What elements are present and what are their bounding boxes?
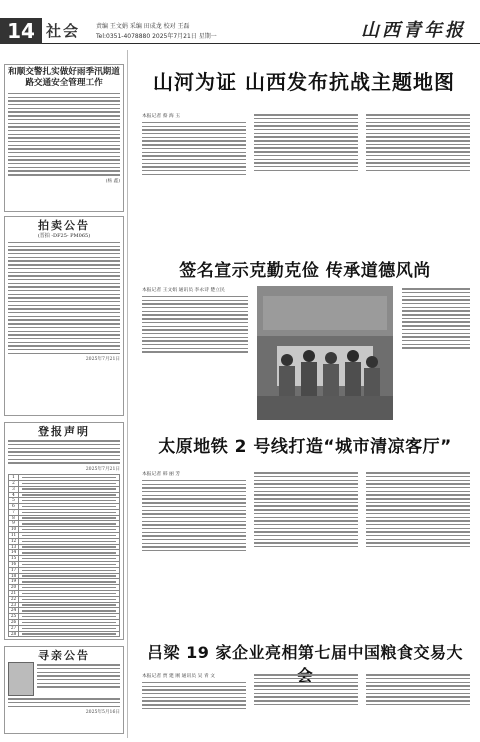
body-text <box>142 122 246 175</box>
row-number: 9 <box>9 521 19 527</box>
page-number: 14 <box>0 18 42 44</box>
row-number: 15 <box>9 556 19 562</box>
statement-box <box>4 422 124 640</box>
row-number: 24 <box>9 608 19 614</box>
page-header <box>0 0 480 44</box>
row-number: 22 <box>9 596 19 602</box>
missing-person-date: 2025年5月16日 <box>85 710 120 716</box>
body-text <box>142 480 246 551</box>
row-number: 3 <box>9 486 19 492</box>
article-2-photo <box>257 286 393 420</box>
row-number: 18 <box>9 573 19 579</box>
article-4-byline: 本报记者 贾 建 刚 通讯员 吴 青 文 <box>142 674 216 679</box>
article-4-col-1 <box>142 672 246 738</box>
article-2-headline: 签名宣示克勤克俭 传承道德风尚 <box>179 261 431 281</box>
row-number: 25 <box>9 614 19 620</box>
body-text <box>402 288 470 348</box>
row-number: 8 <box>9 515 19 521</box>
body-text <box>366 114 470 171</box>
row-number: 7 <box>9 509 19 515</box>
article-4-col-3 <box>366 672 470 738</box>
article-3-col-3 <box>366 470 470 626</box>
row-number: 4 <box>9 492 19 498</box>
statement-title: 登报声明 <box>38 425 90 438</box>
article-3-col-2 <box>254 470 358 626</box>
row-number: 26 <box>9 620 19 626</box>
section-title: 社会 <box>46 22 81 40</box>
row-number: 27 <box>9 625 19 631</box>
article-2-col-3 <box>402 286 470 420</box>
body-text <box>8 698 120 707</box>
statement-table <box>8 474 120 637</box>
row-text <box>19 631 120 637</box>
row-number: 12 <box>9 538 19 544</box>
row-number: 6 <box>9 504 19 510</box>
body-text <box>254 674 358 705</box>
row-number: 11 <box>9 533 19 539</box>
row-number: 19 <box>9 579 19 585</box>
editors-line: 责编 王文娟 采编 田成龙 校对 王磊 <box>96 23 190 30</box>
auction-title: 拍卖公告 <box>38 219 90 232</box>
body-text <box>8 242 120 354</box>
row-number: 21 <box>9 591 19 597</box>
row-number: 28 <box>9 631 19 637</box>
auction-date: 2025年7月21日 <box>85 357 120 363</box>
article-1-byline: 本报记者 蔡 海 玉 <box>142 114 181 119</box>
article-1-col-3 <box>366 112 470 236</box>
auction-notice-box <box>4 216 124 416</box>
row-number: 23 <box>9 602 19 608</box>
row-number: 20 <box>9 585 19 591</box>
article-3-headline: 太原地铁 2 号线打造“城市清凉客厅” <box>158 437 452 457</box>
row-number: 10 <box>9 527 19 533</box>
article-1-headline: 山河为证 山西发布抗战主题地图 <box>153 70 455 94</box>
row-number: 17 <box>9 567 19 573</box>
row-number: 1 <box>9 475 19 481</box>
body-text <box>37 662 120 696</box>
article-2-col-1 <box>142 286 248 420</box>
article-1-col-2 <box>254 112 358 236</box>
table-row <box>9 631 120 637</box>
row-number: 14 <box>9 550 19 556</box>
body-text <box>8 93 120 176</box>
row-number: 5 <box>9 498 19 504</box>
row-number: 16 <box>9 562 19 568</box>
masthead-logo: 山西青年报 <box>361 20 466 41</box>
article-1-col-1 <box>142 112 246 236</box>
body-text <box>142 296 248 353</box>
row-number: 2 <box>9 480 19 486</box>
body-text <box>366 472 470 547</box>
article-3-col-1 <box>142 470 246 626</box>
statement-date: 2025年7月21日 <box>85 467 120 473</box>
article-3-byline: 本报记者 韩 丽 芳 <box>142 472 181 477</box>
missing-person-box <box>4 646 124 734</box>
notice-box-traffic <box>4 64 124 212</box>
left-sidebar <box>4 50 128 738</box>
auction-code: (晋拍 -DF25- PM065) <box>37 233 91 239</box>
row-number: 13 <box>9 544 19 550</box>
body-text <box>254 472 358 547</box>
article-4-col-2 <box>254 672 358 738</box>
body-text <box>142 682 246 709</box>
contact-date-line: Tel:0351-4078880 2025年7月21日 星期一 <box>96 33 217 40</box>
person-photo <box>8 662 34 696</box>
body-text <box>366 674 470 705</box>
body-text <box>254 114 358 171</box>
signature: (杨 鑫) <box>105 178 120 184</box>
missing-person-title: 寻亲公告 <box>38 649 90 662</box>
notice-title-traffic: 和顺交警扎实做好雨季汛期道路交通安全管理工作 <box>8 67 120 88</box>
article-4-headline: 吕梁 19 家企业亮相第七届中国粮食交易大 <box>147 643 463 662</box>
article-2-byline: 本报记者 王文娟 通讯员 李永诗 楚立民 <box>142 288 225 293</box>
body-text <box>8 440 120 464</box>
main-content <box>132 50 476 740</box>
